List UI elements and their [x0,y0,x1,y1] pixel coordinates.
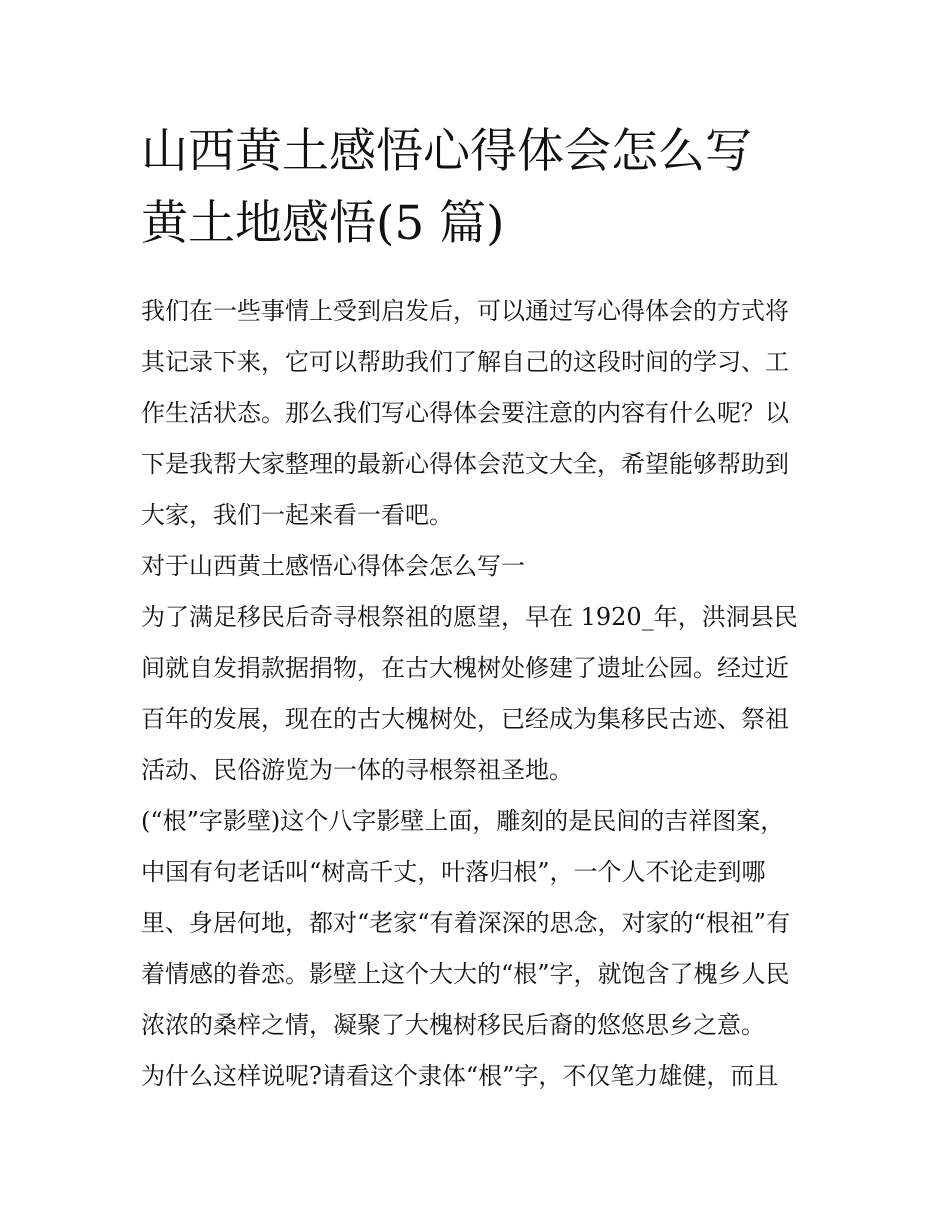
text-line: 作生活状态。那么我们写心得体会要注意的内容有什么呢？以 [141,399,789,427]
text-line: 间就自发捐款据捐物，在古大槐树处修建了遗址公园。经过近 [141,654,789,682]
text-line: 浓浓的桑梓之情，凝聚了大槐树移民后裔的悠悠思乡之意。 [141,1011,765,1039]
text-line: 其记录下来，它可以帮助我们了解自己的这段时间的学习、工 [141,348,789,376]
title-line: 黄土地感悟(5 篇) [141,196,505,251]
document-content [141,116,831,1102]
document-body [141,286,831,1102]
text-line: 大家，我们一起来看一看吧。 [141,501,453,529]
section-heading: 对于山西黄土感悟心得体会怎么写一 [141,552,525,580]
text-line: 活动、民俗游览为一体的寻根祭祖圣地。 [141,756,573,784]
text-line: 为什么这样说呢?请看这个隶体“根”字，不仅笔力雄健，而且 [141,1062,779,1090]
text-line: (“根”字影壁)这个八字影壁上面，雕刻的是民间的吉祥图案， [141,807,785,835]
text-line: 下是我帮大家整理的最新心得体会范文大全，希望能够帮助到 [141,450,789,478]
title-line: 山西黄土感悟心得体会怎么写 [141,124,752,179]
document-title [141,116,831,260]
text-line: 为了满足移民后奇寻根祭祖的愿望，早在 1920_年，洪洞县民 [141,603,798,631]
text-line: 里、身居何地，都对“老家“有着深深的思念，对家的“根祖”有 [141,909,791,937]
text-line: 我们在一些事情上受到启发后，可以通过写心得体会的方式将 [141,297,789,325]
text-line: 中国有句老话叫“树高千丈，叶落归根”，一个人不论走到哪 [141,858,766,886]
text-line: 着情感的眷恋。影壁上这个大大的“根”字，就饱含了槐乡人民 [141,960,790,988]
text-line: 百年的发展，现在的古大槐树处，已经成为集移民古迹、祭祖 [141,705,789,733]
